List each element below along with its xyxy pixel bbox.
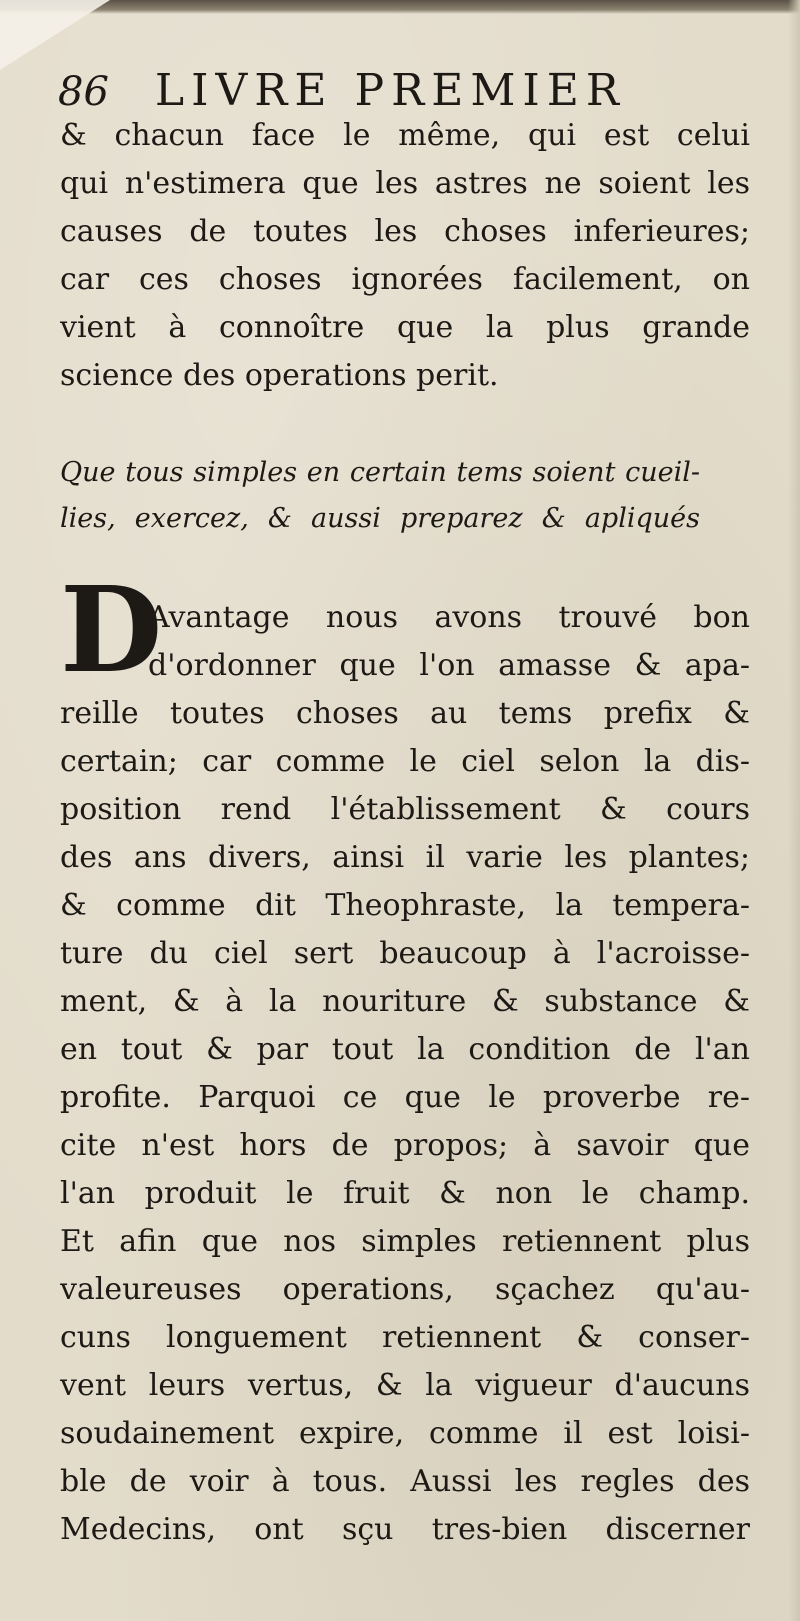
paragraph-2 (60, 690, 750, 1554)
text-line: profite. Parquoi ce que le proverbe re- (60, 1080, 750, 1115)
text-line: vent leurs vertus, & la vigueur d'aucuns (60, 1368, 750, 1403)
text-line: ture du ciel sert beaucoup à l'acroisse- (60, 936, 750, 971)
text-line: causes de toutes les choses inferieures; (60, 214, 750, 249)
text-line: valeureuses operations, sçachez qu'au- (60, 1272, 750, 1307)
text-line: en tout & par tout la condition de l'an (60, 1032, 750, 1067)
text-line: & chacun face le même, qui est celui (60, 118, 750, 153)
heading-line: Que tous simples en certain tems soient cueil- (60, 457, 700, 488)
drop-cap: D (60, 560, 163, 699)
text-line: des ans divers, ainsi il varie les plantes; (60, 840, 750, 875)
text-line: reille toutes choses au tems prefix & (60, 696, 750, 731)
scan-edge (788, 0, 800, 1621)
paragraph-2-indented (148, 594, 750, 690)
running-head (58, 66, 758, 117)
text-line: certain; car comme le ciel selon la dis- (60, 744, 750, 779)
text-line: Medecins, ont sçu tres-bien discerner (60, 1512, 750, 1547)
text-line: ble de voir à tous. Aussi les regles des (60, 1464, 750, 1499)
text-line: vient à connoître que la plus grande (60, 310, 750, 345)
text-line: cite n'est hors de propos; à savoir que (60, 1128, 750, 1163)
scan-edge (0, 0, 800, 14)
running-head-title: LIVRE PREMIER (154, 65, 627, 116)
text-line: l'an produit le fruit & non le champ. (60, 1176, 750, 1211)
text-line: & comme dit Theophraste, la tempera- (60, 888, 750, 923)
text-line: science des operations perit. (60, 358, 499, 393)
text-line: soudainement expire, comme il est loisi- (60, 1416, 750, 1451)
paragraph-1 (60, 112, 750, 400)
text-line: cuns longuement retiennent & conser- (60, 1320, 750, 1355)
text-line: qui n'estimera que les astres ne soient les (60, 166, 750, 201)
text-line: Avantage nous avons trouvé bon (148, 600, 750, 635)
text-line: d'ordonner que l'on amasse & apa- (148, 648, 750, 683)
text-line: car ces choses ignorées facilement, on (60, 262, 750, 297)
text-line: ment, & à la nouriture & substance & (60, 984, 750, 1019)
section-heading (60, 450, 700, 542)
text-line: position rend l'établissement & cours (60, 792, 750, 827)
page-number: 86 (58, 69, 109, 115)
heading-line: lies, exercez, & aussi preparez & apliqués (60, 503, 700, 534)
text-line: Et afin que nos simples retiennent plus (60, 1224, 750, 1259)
folded-corner (0, 0, 110, 70)
